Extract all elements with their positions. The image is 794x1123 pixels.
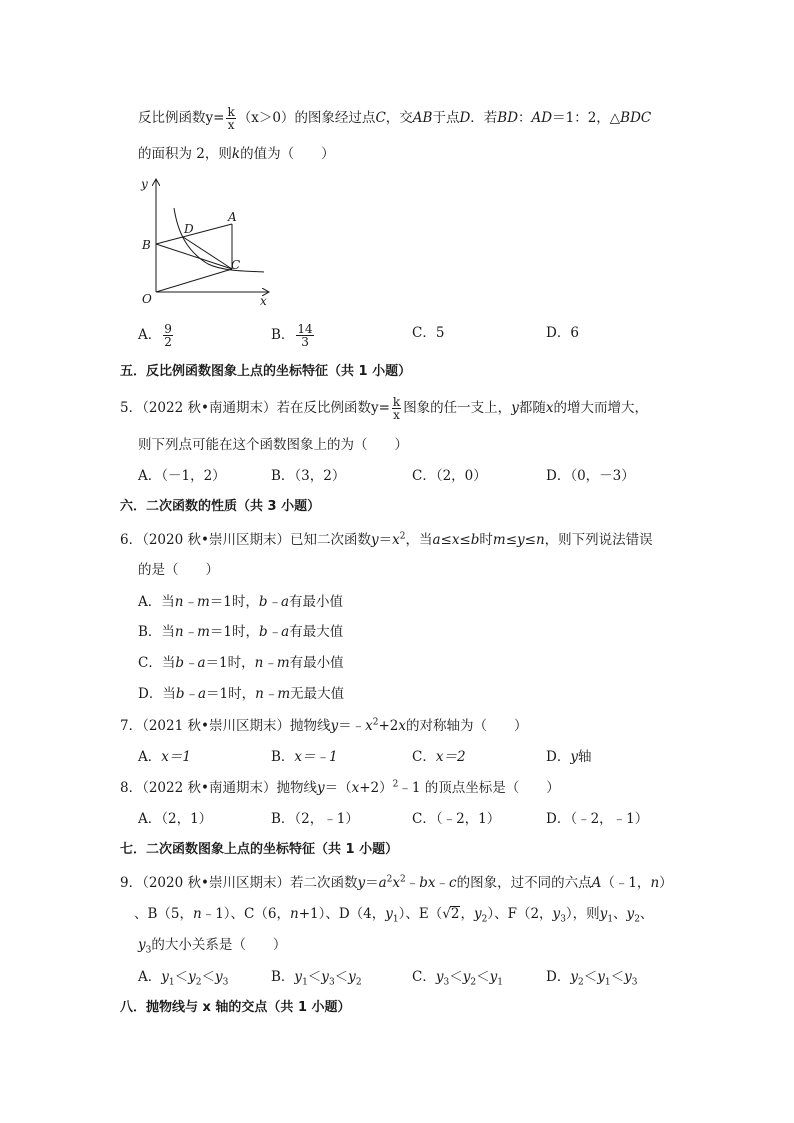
option-value: x＝﹣1 <box>294 749 338 765</box>
section-5-heading: 五．反比例函数图象上点的坐标特征（共 1 小题） <box>120 364 412 379</box>
q5-text: 5．（2022 秋•南通期末）若在反比例函数 <box>120 400 371 416</box>
q9-text: +1）、D（4， <box>298 906 386 922</box>
q5-text: 的增大而增大， <box>553 400 648 416</box>
q4-var: AB <box>412 110 433 126</box>
q4-option-a[interactable] <box>138 323 175 348</box>
q8-option-c[interactable]: C．（﹣2，1） <box>412 811 501 827</box>
q6-expr: n﹣m <box>254 655 290 671</box>
var: y <box>161 969 169 985</box>
q6-text: A．当 <box>138 594 175 610</box>
q8-option-b[interactable]: B．（2，﹣1） <box>271 811 359 827</box>
q8-text: ＝（ <box>324 780 352 796</box>
q7-option-a[interactable] <box>138 747 191 767</box>
q6-text: ＝ <box>378 532 393 548</box>
q4-var: C <box>375 110 386 126</box>
q9-var: x <box>427 875 436 891</box>
option-label: A． <box>138 327 162 343</box>
label-a: A <box>228 210 237 224</box>
q6-text: 有最大值 <box>289 624 344 640</box>
q6-condition: a≤x≤b <box>432 532 480 548</box>
q8-option-d[interactable]: D．（﹣2，﹣1） <box>546 811 649 827</box>
q4-option-d[interactable]: D．6 <box>546 325 579 341</box>
q6-text: ＝1时， <box>205 655 255 671</box>
var: y <box>348 969 356 985</box>
var: y <box>570 969 578 985</box>
q9-text: 的大小关系是（ ） <box>151 937 287 953</box>
q9-line-1 <box>120 873 673 893</box>
q6-var: y <box>370 532 379 548</box>
q5-option-c[interactable]: C．（2，0） <box>412 468 487 484</box>
subscript: 2 <box>470 977 477 988</box>
label-o: O <box>142 292 152 306</box>
subscript: 3 <box>328 977 335 988</box>
q4-options <box>138 322 698 349</box>
lt-sign: ＜ <box>334 969 349 985</box>
q6-option-a[interactable] <box>138 592 343 612</box>
option-label: B． <box>271 327 295 343</box>
q6-expr: b﹣a <box>175 686 207 702</box>
q4-text: 反比例函数 <box>138 110 206 126</box>
q9-text: 9．（2020 秋•崇川区期末）若二次函数 <box>120 875 358 891</box>
option-label: D． <box>546 749 571 765</box>
section-7-heading: 七．二次函数图象上点的坐标特征（共 1 小题） <box>120 842 399 857</box>
subscript: 3 <box>222 977 229 988</box>
q9-subscript: 3 <box>145 945 152 956</box>
label-b: B <box>142 238 151 252</box>
q8-text: 8．（2022 秋•南通期末）抛物线 <box>120 780 317 796</box>
q5-fraction <box>392 396 401 421</box>
q9-var: c <box>449 875 457 891</box>
frac-denominator: 2 <box>164 335 172 349</box>
q7-var: x <box>365 718 373 734</box>
var: y <box>188 969 196 985</box>
q9-var: x <box>392 875 401 891</box>
q4-fraction <box>226 106 235 131</box>
q9-text: 、B（5， <box>134 906 194 922</box>
q9-text: ﹣1）、C（6， <box>201 906 290 922</box>
q9-text: 、 <box>639 906 654 922</box>
option-text: 轴 <box>577 749 592 765</box>
lt-sign: ＜ <box>174 969 189 985</box>
q9-text: ）、F（2， <box>487 906 553 922</box>
q7-text: 的对称轴为（ ） <box>405 718 528 734</box>
q9-var: a <box>378 875 387 891</box>
frac-denominator: x <box>393 408 400 422</box>
q6-option-b[interactable] <box>138 622 343 642</box>
q7-exponent: 2 <box>372 717 379 728</box>
option-value: y <box>570 749 578 765</box>
q6-expr: b﹣a <box>259 624 290 640</box>
q9-text: ＝ <box>365 875 379 891</box>
frac-denominator: 3 <box>301 335 309 349</box>
q9-text: ， <box>460 906 474 922</box>
subscript: 3 <box>631 977 638 988</box>
q4-option-b-fraction <box>296 323 313 348</box>
q9-var: y <box>599 906 608 922</box>
q8-var: y <box>316 780 325 796</box>
q8-var: x <box>351 780 360 796</box>
frac-numerator: 9 <box>164 322 172 336</box>
q9-var: A <box>591 875 602 891</box>
q5-text: 图象的任一支上， <box>403 400 512 416</box>
q4-text: ＝1：2，△ <box>552 110 621 126</box>
var: y <box>215 969 223 985</box>
lt-sign: ＜ <box>307 969 322 985</box>
q4-text: 的面积为 2，则 <box>138 146 232 162</box>
q4-figure <box>138 172 278 312</box>
q9-line-3 <box>138 935 286 955</box>
q8-line-1 <box>120 778 560 798</box>
q8-option-a[interactable]: A．（2，1） <box>138 811 213 827</box>
q6-expr: n﹣m <box>174 594 210 610</box>
q4-y-eq: y= <box>205 110 225 126</box>
var: y <box>624 969 632 985</box>
q6-text: B．当 <box>138 624 175 640</box>
lt-sign: ＜ <box>201 969 215 985</box>
q7-var: y <box>330 718 339 734</box>
q6-text: C．当 <box>138 655 176 671</box>
option-value: x＝2 <box>435 749 466 765</box>
q6-option-c[interactable] <box>138 653 344 673</box>
option-label: A． <box>138 969 162 985</box>
q5-line-1 <box>120 396 648 421</box>
q5-line-2: 则下列点可能在这个函数图象上的为（ ） <box>138 437 408 453</box>
q4-option-c[interactable]: C．5 <box>412 325 445 341</box>
q6-exponent: 2 <box>399 531 406 542</box>
q4-text: 于点 <box>432 110 460 126</box>
q9-text: ） <box>659 875 673 891</box>
q7-text: ＝﹣ <box>338 718 366 734</box>
q6-expr: n﹣m <box>174 624 210 640</box>
q9-subscript: 3 <box>560 914 566 925</box>
q7-text: +2 <box>378 718 399 734</box>
q6-expr: b﹣a <box>175 655 206 671</box>
q4-var: BDC <box>620 110 652 126</box>
var: y <box>294 969 303 985</box>
q9-subscript: 1 <box>607 914 614 925</box>
label-y: y <box>141 177 148 191</box>
section-6-heading: 六．二次函数的性质（共 3 小题） <box>120 499 321 514</box>
q6-option-d[interactable] <box>138 684 344 704</box>
q8-exponent: 2 <box>392 779 399 790</box>
q8-text: ﹣1 的顶点坐标是（ ） <box>398 780 560 796</box>
q5-option-d[interactable]: D．（0，－3） <box>546 468 635 484</box>
label-d: D <box>184 222 194 236</box>
frac-numerator: k <box>392 395 401 409</box>
q4-text: 的图象经过点 <box>294 110 376 126</box>
q9-text: 、 <box>613 906 627 922</box>
q5-options <box>138 466 698 488</box>
q7-option-d[interactable] <box>546 747 591 767</box>
q4-var: BD <box>497 110 519 126</box>
subscript: 1 <box>302 977 308 988</box>
section-8-heading: 八．抛物线与 x 轴的交点（共 1 小题） <box>120 1000 351 1015</box>
q9-var: y <box>357 875 366 891</box>
lt-sign: ＜ <box>610 969 625 985</box>
subscript: 2 <box>355 977 362 988</box>
q9-var: y <box>552 906 561 922</box>
q6-condition: m≤y≤n <box>492 532 545 548</box>
option-label: B． <box>271 969 295 985</box>
q6-text: 有最小值 <box>289 594 344 610</box>
subscript: 1 <box>168 977 175 988</box>
q4-line-2 <box>138 144 335 164</box>
option-label: C． <box>412 969 436 985</box>
q9-subscript: 2 <box>634 914 640 925</box>
q9-var: y <box>626 906 635 922</box>
q9-var: n <box>193 906 202 922</box>
q4-frac-denominator: x <box>227 118 235 132</box>
q6-line-1 <box>120 530 653 550</box>
q9-text: ），则 <box>565 906 600 922</box>
q7-option-b[interactable] <box>271 747 338 767</box>
q6-expr: n﹣m <box>255 686 291 702</box>
segment-bc <box>156 244 232 269</box>
q9-text: ﹣ <box>405 875 420 891</box>
sqrt-icon: √ <box>442 906 451 922</box>
q6-text: 时 <box>479 532 493 548</box>
var: y <box>489 969 498 985</box>
q6-text: 有最小值 <box>289 655 344 671</box>
q5-text: 都随 <box>518 400 546 416</box>
label-x: x <box>260 294 267 308</box>
q8-text: +2） <box>359 780 393 796</box>
q9-option-b[interactable] <box>271 967 362 987</box>
q9-line-2 <box>134 904 653 924</box>
q8-options <box>138 809 698 831</box>
q7-var: x <box>398 718 406 734</box>
var: y <box>321 969 329 985</box>
q5-y-eq: y= <box>370 400 390 416</box>
q9-option-d[interactable] <box>546 967 637 987</box>
q9-text: ）、E（ <box>398 906 443 922</box>
var: y <box>462 969 471 985</box>
subscript: 2 <box>577 977 584 988</box>
q7-text: 7．（2021 秋•崇川区期末）抛物线 <box>120 718 331 734</box>
q9-options <box>138 967 698 989</box>
q6-line-2: 的是（ ） <box>138 562 219 578</box>
q6-text: ＝1时， <box>209 624 260 640</box>
q6-text: ＝1时， <box>209 594 259 610</box>
option-label: C． <box>412 749 436 765</box>
q9-subscript: 2 <box>481 914 488 925</box>
q6-var: x <box>392 532 400 548</box>
q9-exponent: 2 <box>386 874 393 885</box>
q9-radicand: 2 <box>450 906 460 922</box>
q9-exponent: 2 <box>400 874 406 885</box>
q6-expr: b﹣a <box>258 594 290 610</box>
var: y <box>435 969 444 985</box>
subscript: 3 <box>443 977 450 988</box>
q5-var: y <box>511 400 519 416</box>
q9-var: n <box>650 875 660 891</box>
q9-var: y <box>473 906 482 922</box>
q9-var: y <box>138 937 146 953</box>
q4-text: ： <box>518 110 532 126</box>
q4-condition: （x＞0） <box>237 110 295 126</box>
option-label: D． <box>546 969 571 985</box>
q9-subscript: 1 <box>392 914 399 925</box>
q4-option-a-fraction <box>163 323 173 348</box>
q4-text: ．若 <box>470 110 498 126</box>
q9-var: n <box>289 906 299 922</box>
option-value: x＝1 <box>161 749 191 765</box>
var: y <box>597 969 605 985</box>
q7-options <box>138 747 698 769</box>
q9-text: 的图象，过不同的六点 <box>456 875 592 891</box>
q5-option-a[interactable]: A．（－1，2） <box>138 468 226 484</box>
q4-var: AD <box>531 110 553 126</box>
q9-text: ﹣ <box>435 875 450 891</box>
subscript: 2 <box>195 977 202 988</box>
q6-text: ＝1时， <box>206 686 256 702</box>
q4-frac-numerator: k <box>227 105 235 119</box>
q4-text: ，交 <box>385 110 413 126</box>
frac-numerator: 14 <box>297 322 313 336</box>
q5-var: x <box>545 400 554 416</box>
q4-line-1 <box>138 106 651 131</box>
q4-option-b[interactable] <box>271 323 316 348</box>
q6-text: 6．（2020 秋•崇川区期末）已知二次函数 <box>120 532 371 548</box>
q6-text: D．当 <box>138 686 176 702</box>
label-c: C <box>231 258 241 272</box>
q6-text: ，当 <box>405 532 433 548</box>
q9-var: b <box>419 875 428 891</box>
q6-text: 无最大值 <box>290 686 345 702</box>
segment-ba <box>156 224 232 244</box>
lt-sign: ＜ <box>449 969 463 985</box>
q9-var: y <box>385 906 393 922</box>
q9-text: （﹣1， <box>601 875 651 891</box>
q7-option-c[interactable] <box>412 747 466 767</box>
subscript: 1 <box>604 977 611 988</box>
segment-oc <box>156 269 232 292</box>
q4-var: k <box>231 146 241 162</box>
lt-sign: ＜ <box>583 969 598 985</box>
q9-option-c[interactable] <box>412 967 503 987</box>
lt-sign: ＜ <box>476 969 490 985</box>
q7-line-1 <box>120 716 527 736</box>
subscript: 1 <box>497 977 503 988</box>
q9-option-a[interactable] <box>138 967 228 987</box>
option-label: A． <box>138 749 162 765</box>
q6-text: ，则下列说法错误 <box>544 532 653 548</box>
q4-text: 的值为（ ） <box>240 146 335 162</box>
q4-var: D <box>459 110 471 126</box>
option-label: B． <box>271 749 295 765</box>
q5-option-b[interactable]: B．（3，2） <box>271 468 346 484</box>
